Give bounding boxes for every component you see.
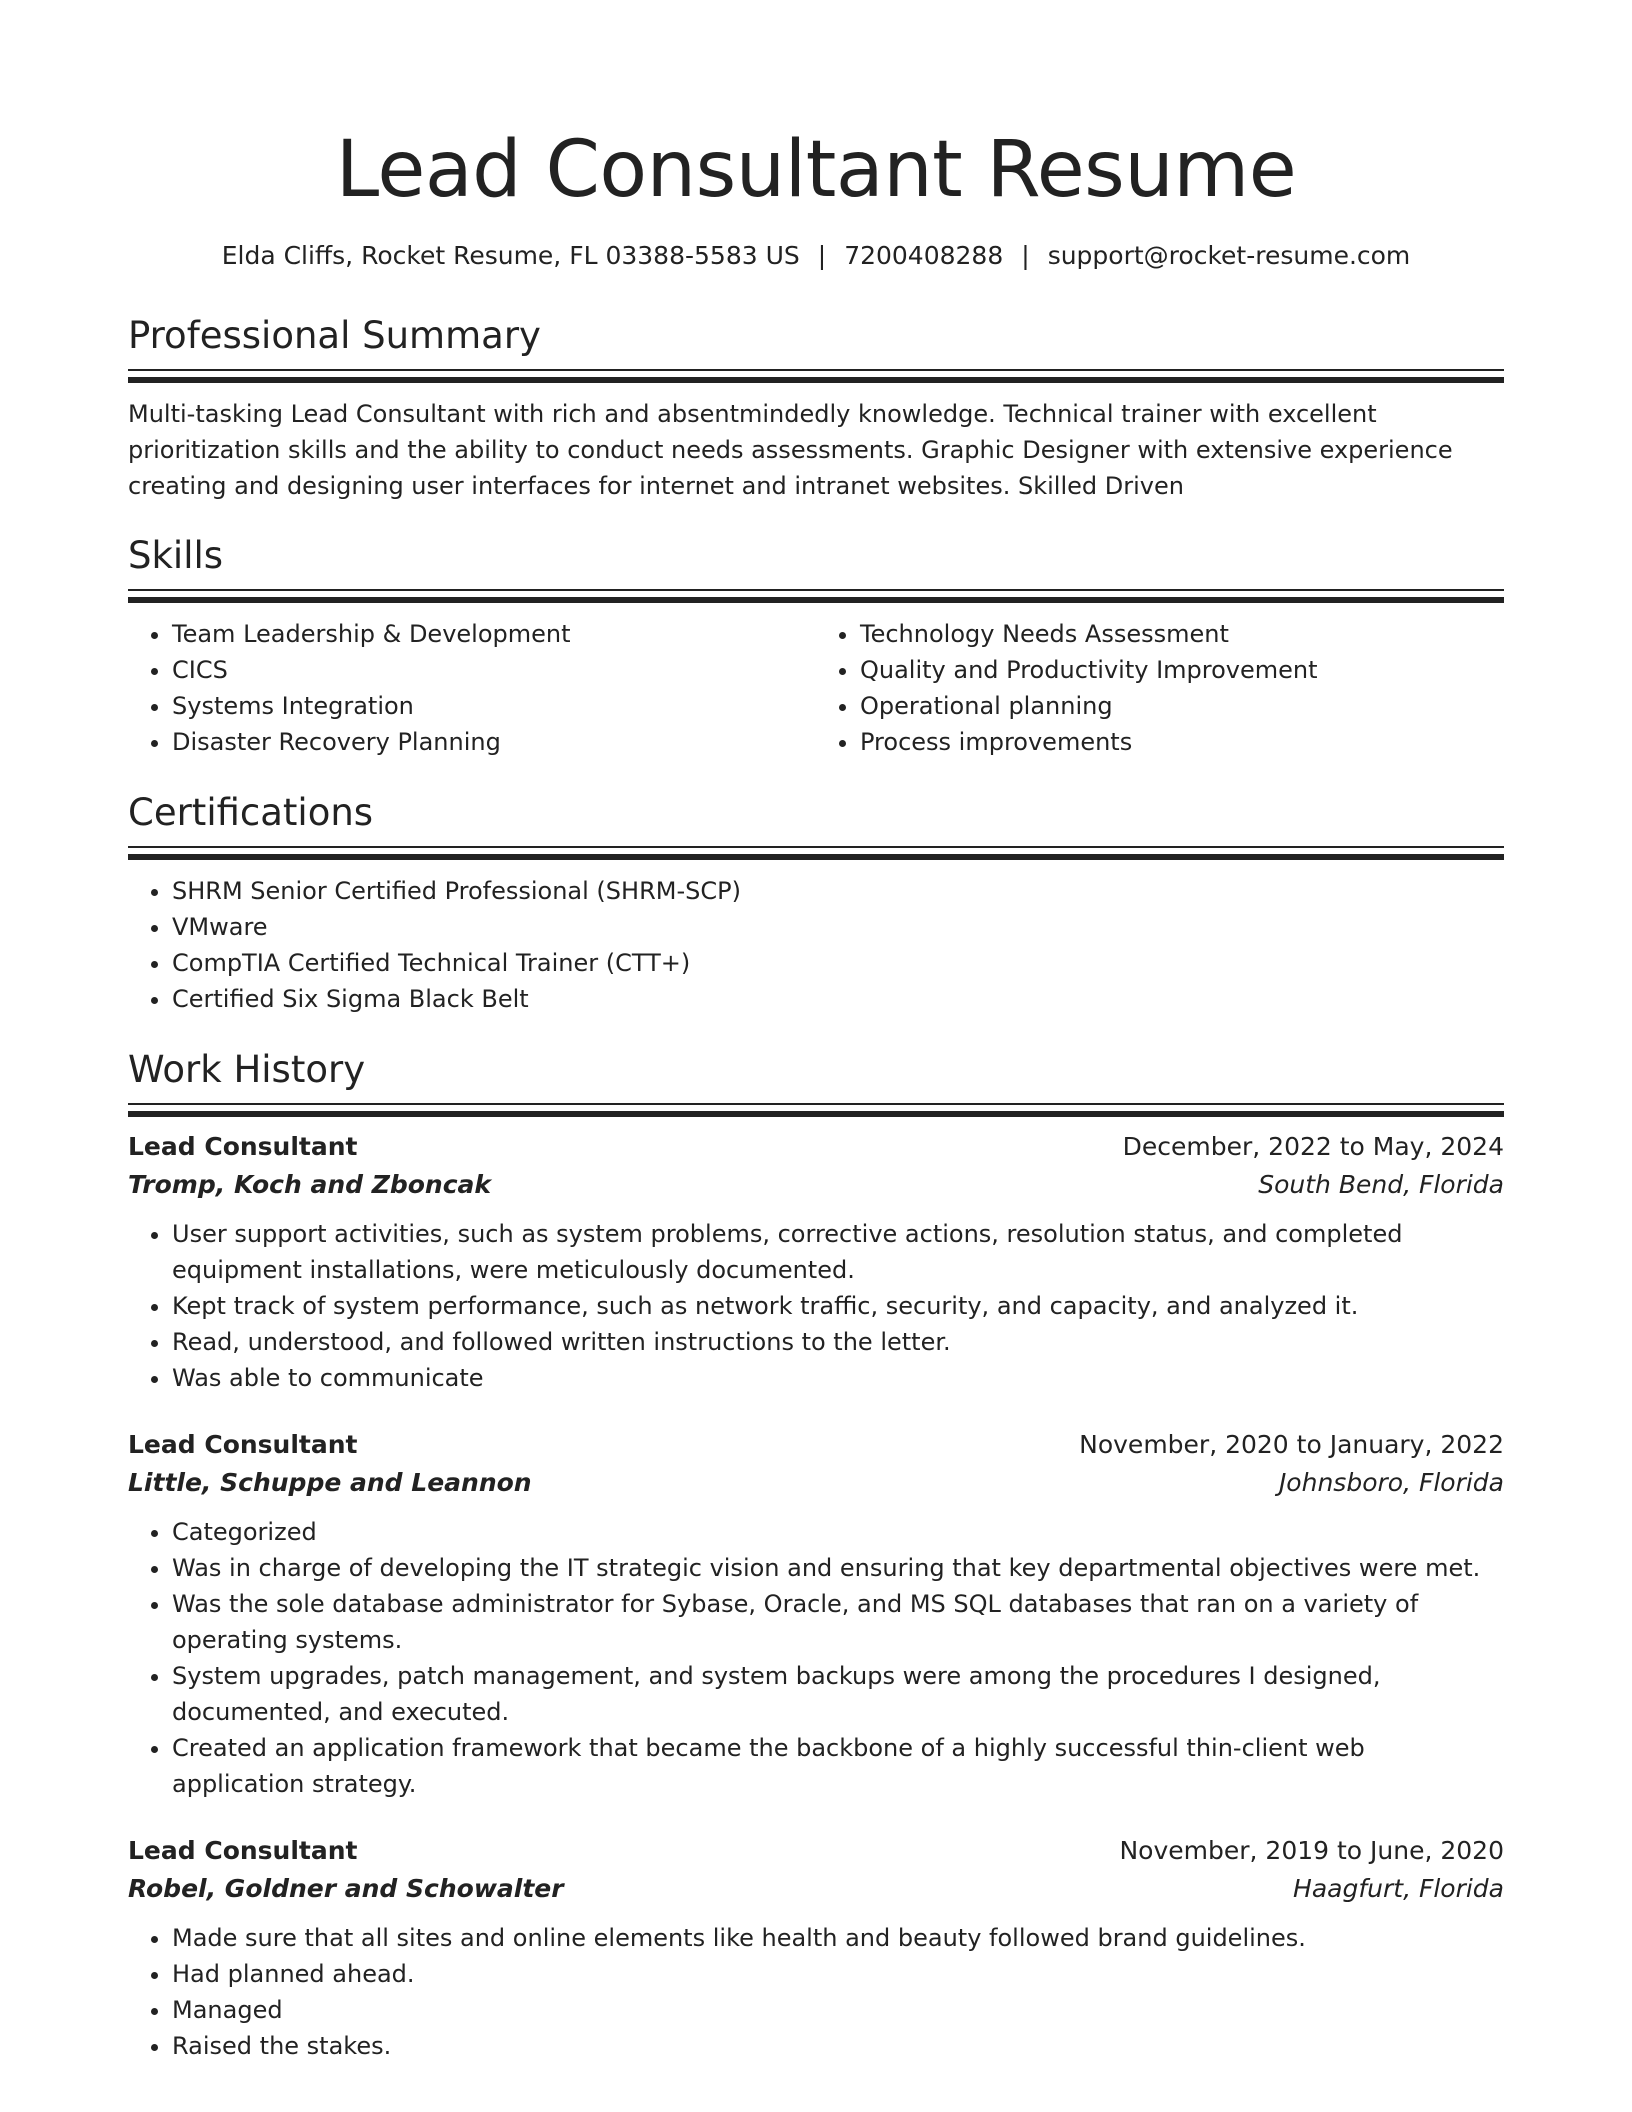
job-title: Lead Consultant xyxy=(128,1836,358,1865)
job-bullet: • Created an application framework that became the backbone of a highly successful thin-client web application strategy. xyxy=(172,1730,1504,1802)
job-subheader xyxy=(128,1166,1504,1204)
job-dates: November, 2020 to January, 2022 xyxy=(1079,1430,1504,1459)
job-bullet: • Read, understood, and followed written instructions to the letter. xyxy=(172,1324,1504,1360)
section-divider xyxy=(128,1103,1504,1118)
job-bullets xyxy=(128,1216,1504,1396)
job-bullet: • Was the sole database administrator for Sybase, Oracle, and MS SQL databases that ran on a variety of operating systems. xyxy=(172,1586,1504,1658)
certifications-section xyxy=(128,790,1504,1017)
job-company: Little, Schuppe and Leannon xyxy=(128,1468,532,1497)
job-location: Johnsboro, Florida xyxy=(1278,1468,1504,1497)
work-history-heading: Work History xyxy=(128,1048,366,1091)
job-location: South Bend, Florida xyxy=(1258,1170,1504,1199)
contact-phone: 7200408288 xyxy=(844,241,1004,270)
skills-list-left xyxy=(128,616,816,760)
skills-list-right xyxy=(816,616,1504,760)
skill-item: • Quality and Productivity Improvement xyxy=(860,652,1504,688)
skills-section xyxy=(128,533,1504,760)
skills-grid xyxy=(128,616,1504,760)
skill-item: • Operational planning xyxy=(860,688,1504,724)
job-entry xyxy=(128,1426,1504,1802)
job-title: Lead Consultant xyxy=(128,1430,358,1459)
skill-item: • Technology Needs Assessment xyxy=(860,616,1504,652)
job-dates: December, 2022 to May, 2024 xyxy=(1122,1132,1504,1161)
job-subheader xyxy=(128,1870,1504,1908)
certifications-heading: Certifications xyxy=(128,791,374,834)
certification-item: • CompTIA Certified Technical Trainer (CTT+) xyxy=(172,945,1504,981)
job-bullet: • Managed xyxy=(172,1992,1504,2028)
skill-item: • CICS xyxy=(172,652,816,688)
resume-title: Lead Consultant Resume xyxy=(335,125,1297,215)
job-location: Haagfurt, Florida xyxy=(1293,1874,1504,1903)
skill-item: • Disaster Recovery Planning xyxy=(172,724,816,760)
certification-item: • SHRM Senior Certified Professional (SHRM-SCP) xyxy=(172,873,1504,909)
resume-page xyxy=(128,0,1504,2064)
summary-text: Multi-tasking Lead Consultant with rich and absentmindedly knowledge. Technical trainer with excellent prioritization skills and the ability to conduct needs assessments. Graphic Designer with extensive experience creating and designing user interfaces for internet and intranet websites. Skilled Driven xyxy=(128,400,1453,500)
job-bullets xyxy=(128,1920,1504,2064)
job-subheader xyxy=(128,1464,1504,1502)
job-bullet: • Kept track of system performance, such as network traffic, security, and capacity, and analyzed it. xyxy=(172,1288,1504,1324)
job-bullet: • Raised the stakes. xyxy=(172,2028,1504,2064)
contact-address: Elda Cliffs, Rocket Resume, FL 03388-5583 US xyxy=(221,241,800,270)
job-dates: November, 2019 to June, 2020 xyxy=(1119,1836,1504,1865)
contact-email: support@rocket-resume.com xyxy=(1047,241,1411,270)
contact-line xyxy=(128,240,1504,272)
job-company: Robel, Goldner and Schowalter xyxy=(128,1874,564,1903)
section-divider xyxy=(128,369,1504,384)
job-bullet: • User support activities, such as system problems, corrective actions, resolution status, and completed equipment installations, were meticulously documented. xyxy=(172,1216,1504,1288)
section-divider xyxy=(128,846,1504,861)
job-header xyxy=(128,1128,1504,1166)
skill-item: • Team Leadership & Development xyxy=(172,616,816,652)
job-bullet: • Made sure that all sites and online elements like health and beauty followed brand guidelines. xyxy=(172,1920,1504,1956)
job-title: Lead Consultant xyxy=(128,1132,358,1161)
section-divider xyxy=(128,589,1504,604)
skills-heading: Skills xyxy=(128,534,224,577)
job-company: Tromp, Koch and Zboncak xyxy=(128,1170,492,1199)
certifications-list xyxy=(128,873,1504,1017)
job-header xyxy=(128,1426,1504,1464)
job-bullet: • Was able to communicate xyxy=(172,1360,1504,1396)
skill-item: • Systems Integration xyxy=(172,688,816,724)
skill-item: • Process improvements xyxy=(860,724,1504,760)
job-bullet: • Categorized xyxy=(172,1514,1504,1550)
job-entry xyxy=(128,1128,1504,1396)
job-bullet: • Was in charge of developing the IT strategic vision and ensuring that key departmental objectives were met. xyxy=(172,1550,1504,1586)
summary-heading: Professional Summary xyxy=(128,314,541,357)
job-bullets xyxy=(128,1514,1504,1802)
certification-item: • Certified Six Sigma Black Belt xyxy=(172,981,1504,1017)
contact-separator: | xyxy=(817,241,827,270)
contact-separator: | xyxy=(1021,241,1030,270)
job-header xyxy=(128,1832,1504,1870)
job-bullet: • Had planned ahead. xyxy=(172,1956,1504,1992)
certification-item: • VMware xyxy=(172,909,1504,945)
summary-section xyxy=(128,313,1504,504)
job-bullet: • System upgrades, patch management, and system backups were among the procedures I designed, documented, and executed. xyxy=(172,1658,1504,1730)
job-entry xyxy=(128,1832,1504,2064)
work-history-section xyxy=(128,1047,1504,2064)
